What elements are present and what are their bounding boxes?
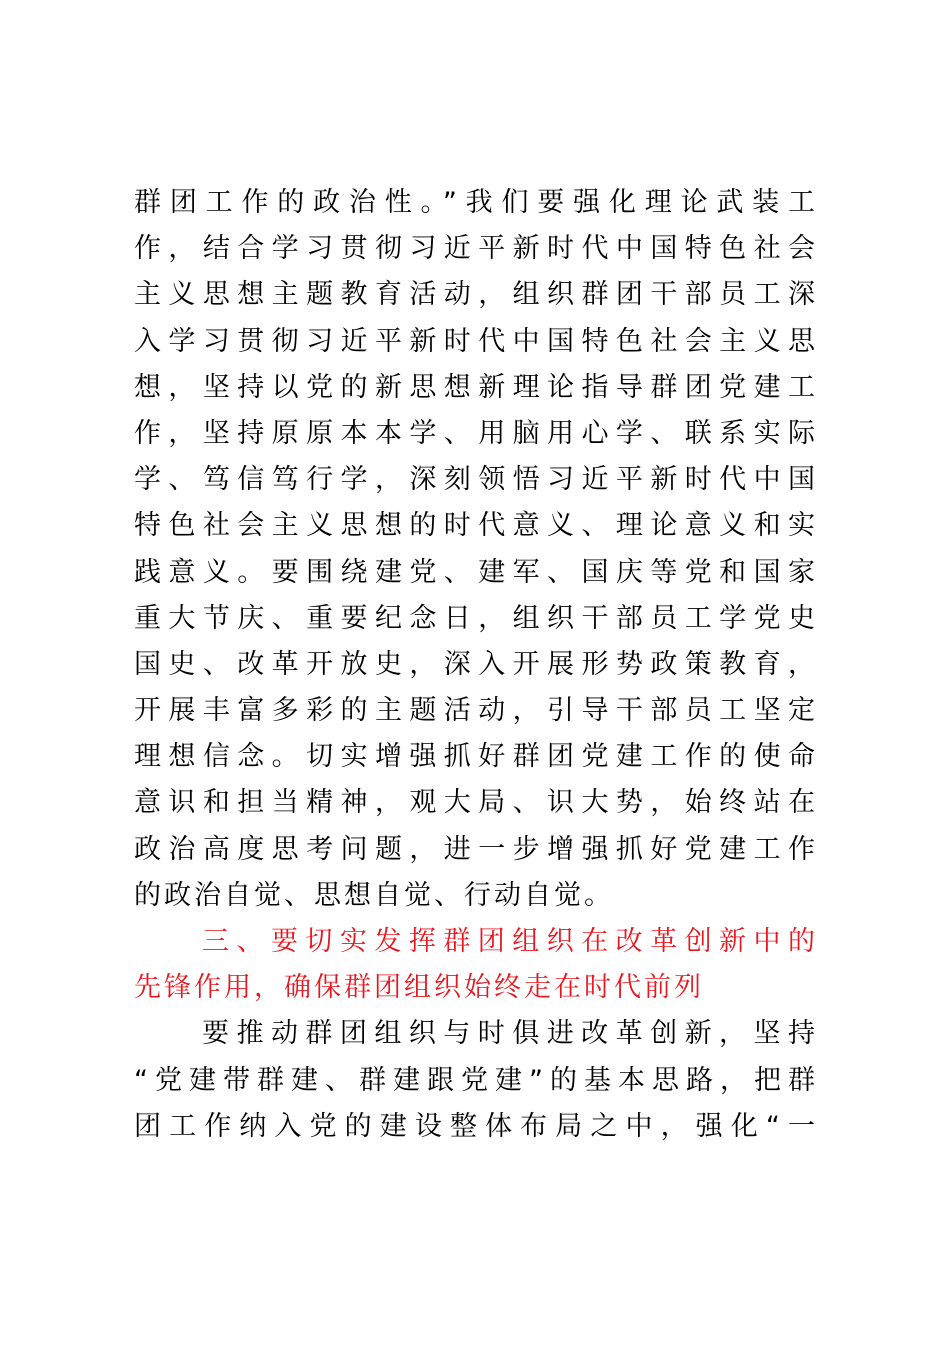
text-line: 践意义。要围绕建党、建军、国庆等党和国家	[134, 556, 818, 588]
section-heading-line-1: 三、要切实发挥群团组织在改革创新中的	[202, 926, 818, 957]
section-heading-line-2: 先锋作用，确保群团组织始终走在时代前列	[134, 972, 704, 1004]
document-body	[134, 180, 818, 1150]
text-line-paragraph-end: 的政治自觉、思想自觉、行动自觉。	[134, 879, 614, 911]
text-line: 理想信念。切实增强抓好群团党建工作的使命	[134, 741, 818, 773]
text-line: 学、笃信笃行学，深刻领悟习近平新时代中国	[134, 464, 818, 496]
text-line: 重大节庆、重要纪念日，组织干部员工学党史	[134, 602, 818, 634]
text-line: 想，坚持以党的新思想新理论指导群团党建工	[134, 371, 818, 403]
text-line: 特色社会主义思想的时代意义、理论意义和实	[134, 510, 818, 542]
text-line: 主义思想主题教育活动，组织群团干部员工深	[134, 279, 818, 311]
text-line: 作，结合学习贯彻习近平新时代中国特色社会	[134, 233, 818, 265]
text-line: 意识和担当精神，观大局、识大势，始终站在	[134, 787, 818, 819]
text-line: 开展丰富多彩的主题活动，引导干部员工坚定	[134, 695, 818, 727]
text-line: 政治高度思考问题，进一步增强抓好党建工作	[134, 833, 818, 865]
text-line: 国史、改革开放史，深入开展形势政策教育，	[134, 648, 818, 680]
text-line: 团工作纳入党的建设整体布局之中，强化“一	[134, 1110, 818, 1142]
text-line: 作，坚持原原本本学、用脑用心学、联系实际	[134, 417, 818, 449]
text-line: 群团工作的政治性。”我们要强化理论武装工	[134, 187, 818, 218]
text-line: “党建带群建、群建跟党建”的基本思路，把群	[134, 1064, 818, 1096]
paragraph-first-line: 要推动群团组织与时俱进改革创新，坚持	[202, 1018, 818, 1050]
text-line: 入学习贯彻习近平新时代中国特色社会主义思	[134, 325, 818, 357]
